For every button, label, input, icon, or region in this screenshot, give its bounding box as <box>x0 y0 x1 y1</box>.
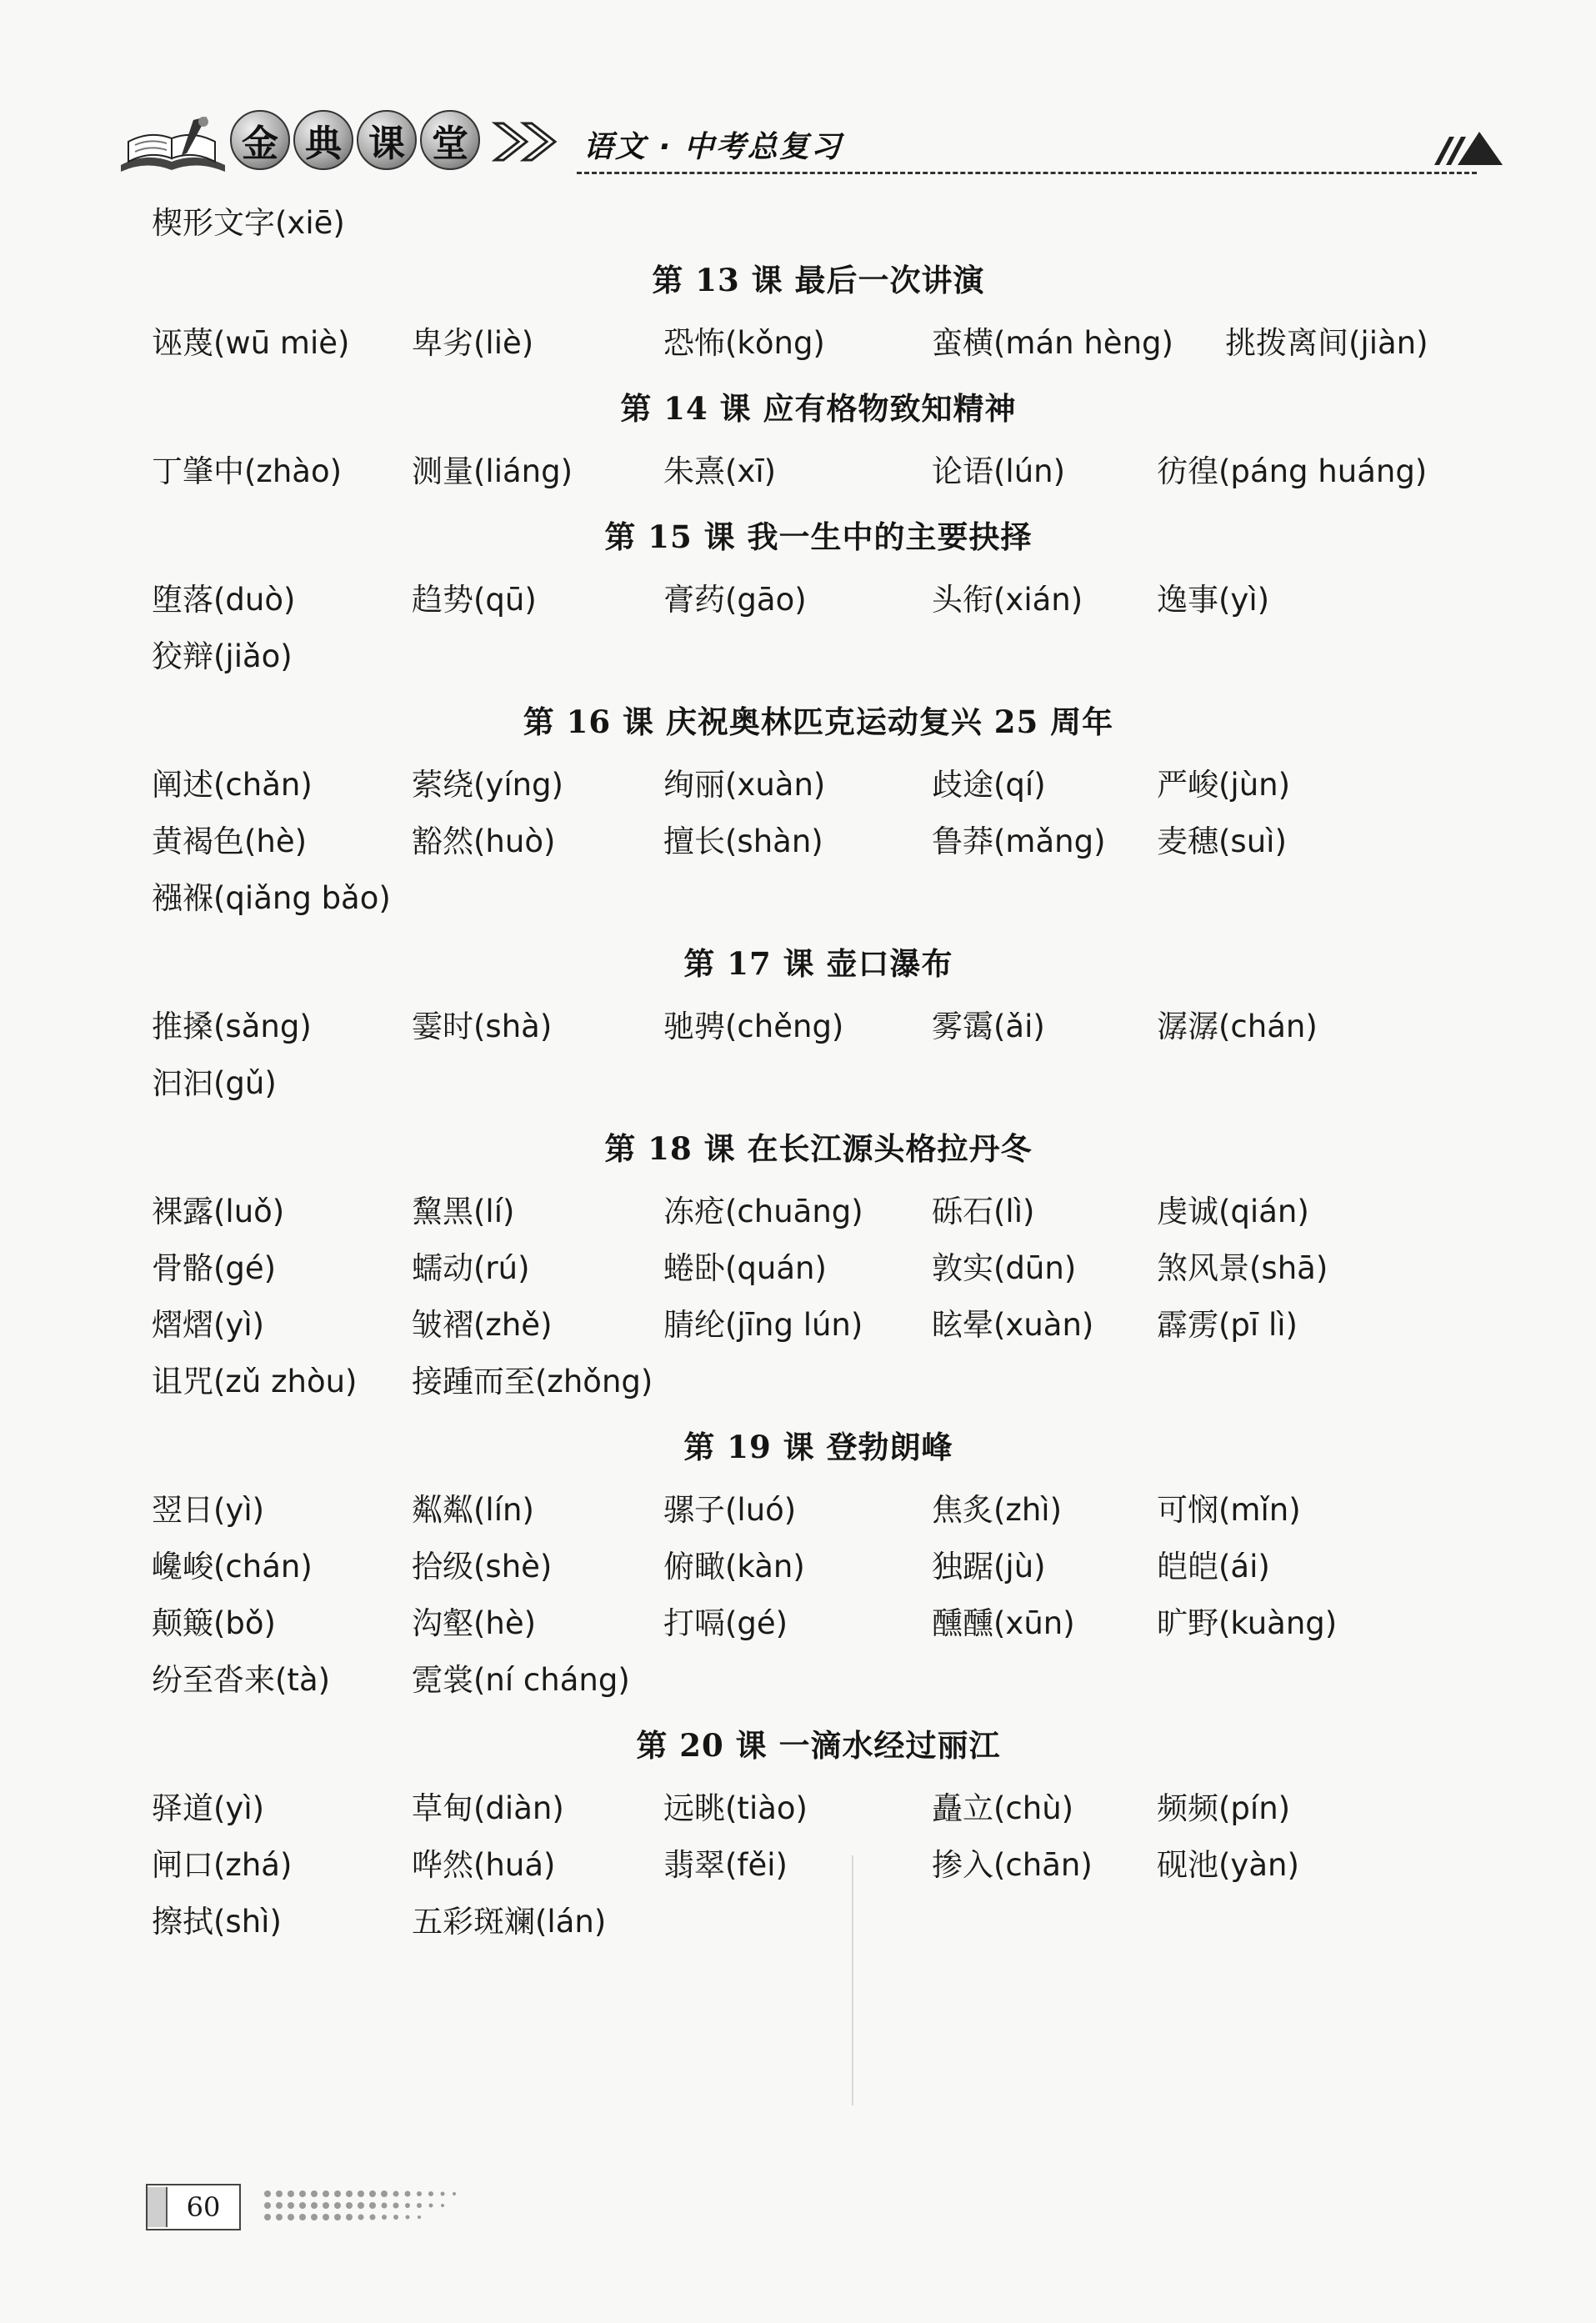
lesson-section <box>152 692 1485 927</box>
vocab-grid <box>152 1780 1485 1950</box>
brand-char: 课 <box>357 110 417 170</box>
vocab-entry: 萦绕(yíng) <box>412 767 563 803</box>
vocab-entry: 擅长(shàn) <box>663 824 823 859</box>
vocab-entry: 沟壑(hè) <box>412 1605 537 1641</box>
vocab-entry: 醺醺(xūn) <box>932 1605 1075 1641</box>
vocab-entry: 襁褓(qiǎng bǎo) <box>152 880 391 916</box>
vocab-entry: 黧黑(lí) <box>412 1194 515 1229</box>
vocab-grid <box>152 1482 1485 1709</box>
vocab-entry: 拾级(shè) <box>412 1549 553 1585</box>
vocab-entry: 驿道(yì) <box>152 1790 265 1826</box>
vocab-entry: 卑劣(liè) <box>412 325 534 361</box>
page-tab-marker <box>148 2187 168 2227</box>
vocab-grid <box>152 1184 1485 1410</box>
brand-char: 金 <box>230 110 290 170</box>
vocab-entry: 闸口(zhá) <box>152 1847 293 1883</box>
vocab-entry: 堕落(duò) <box>152 582 296 618</box>
lesson-title: 第 19 课 登勃朗峰 <box>683 1429 953 1465</box>
vocab-entry: 砾石(lì) <box>932 1194 1035 1229</box>
lesson-section <box>152 378 1485 500</box>
vocab-entry: 推搡(sǎng) <box>152 1009 312 1044</box>
vocab-entry: 鲁莽(mǎng) <box>932 824 1106 859</box>
vocab-entry: 打嗝(gé) <box>663 1605 788 1641</box>
lesson-section <box>152 1715 1485 1950</box>
vocab-grid <box>152 315 1485 372</box>
vocab-entry: 豁然(huò) <box>412 824 556 859</box>
vocab-entry: 彷徨(páng huáng) <box>1157 453 1428 489</box>
vocab-entry: 煞风景(shā) <box>1157 1250 1328 1286</box>
vocab-entry: 蛮横(mán hèng) <box>932 325 1173 361</box>
vocab-entry: 麦穗(suì) <box>1157 824 1287 859</box>
brand-char: 典 <box>293 110 353 170</box>
vocab-entry: 绚丽(xuàn) <box>663 767 826 803</box>
vocab-entry: 膏药(gāo) <box>663 582 807 618</box>
brand-title <box>230 110 480 170</box>
vocab-entry: 冻疮(chuāng) <box>663 1194 863 1229</box>
vocab-entry: 频频(pín) <box>1157 1790 1291 1826</box>
vocab-entry: 巉峻(chán) <box>152 1549 313 1585</box>
vocab-grid <box>152 572 1485 685</box>
vocab-entry: 驰骋(chěng) <box>663 1009 844 1044</box>
book-pen-logo-icon <box>117 113 229 180</box>
lesson-list <box>152 250 1485 1957</box>
vocab-entry: 丁肇中(zhào) <box>152 453 343 489</box>
vocab-entry: 裸露(luǒ) <box>152 1194 285 1229</box>
lesson-title: 第 15 课 我一生中的主要抉择 <box>604 518 1033 555</box>
vocab-entry: 远眺(tiào) <box>663 1790 808 1826</box>
page-number-box <box>146 2184 241 2230</box>
header-divider <box>577 172 1477 174</box>
vocab-entry: 朱熹(xī) <box>663 453 777 489</box>
page-number: 60 <box>186 2191 221 2223</box>
vocab-entry: 掺入(chān) <box>932 1847 1093 1883</box>
page-header <box>117 107 1492 187</box>
brand-char: 堂 <box>420 110 480 170</box>
vocab-entry: 皑皑(ái) <box>1157 1549 1270 1585</box>
lesson-section <box>152 1119 1485 1410</box>
vocab-entry: 眩晕(xuàn) <box>932 1307 1094 1343</box>
lesson-section <box>152 250 1485 372</box>
vocab-entry: 霓裳(ní cháng) <box>412 1662 630 1698</box>
vocab-entry: 骡子(luó) <box>663 1492 797 1528</box>
vocab-entry: 歧途(qí) <box>932 767 1046 803</box>
vocab-entry: 皱褶(zhě) <box>412 1307 553 1343</box>
vocab-entry: 蜷卧(quán) <box>663 1250 827 1286</box>
page-crease <box>852 1855 853 2105</box>
lesson-title: 第 20 课 一滴水经过丽江 <box>636 1727 1001 1764</box>
vocab-entry: 严峻(jùn) <box>1157 767 1291 803</box>
vocab-entry: 接踵而至(zhǒng) <box>412 1364 653 1399</box>
vocab-entry: 哗然(huá) <box>412 1847 556 1883</box>
vocab-entry: 翌日(yì) <box>152 1492 265 1528</box>
vocab-entry: 擦拭(shì) <box>152 1904 282 1940</box>
vocab-entry: 诅咒(zǔ zhòu) <box>152 1364 358 1399</box>
vocab-entry: 敦实(dūn) <box>932 1250 1077 1286</box>
vocab-entry: 雾霭(ǎi) <box>932 1009 1045 1044</box>
vocab-entry: 砚池(yàn) <box>1157 1847 1299 1883</box>
vocab-entry: 五彩斑斓(lán) <box>412 1904 607 1940</box>
vocab-grid <box>152 443 1485 500</box>
vocab-entry: 颠簸(bǒ) <box>152 1605 276 1641</box>
vocab-entry: 独踞(jù) <box>932 1549 1046 1585</box>
vocab-entry: 蠕动(rú) <box>412 1250 530 1286</box>
lesson-section <box>152 1417 1485 1709</box>
vocab-entry: 旷野(kuàng) <box>1157 1605 1338 1641</box>
vocab-entry: 翡翠(fěi) <box>663 1847 788 1883</box>
vocab-grid <box>152 999 1485 1112</box>
vocab-entry: 潺潺(chán) <box>1157 1009 1318 1044</box>
lesson-title: 第 16 课 庆祝奥林匹克运动复兴 25 周年 <box>523 703 1114 740</box>
vocab-entry: 俯瞰(kàn) <box>663 1549 805 1585</box>
vocab-entry: 霹雳(pī lì) <box>1157 1307 1298 1343</box>
vocab-entry: 粼粼(lín) <box>412 1492 534 1528</box>
vocab-entry: 论语(lún) <box>932 453 1066 489</box>
vocab-entry: 焦炙(zhì) <box>932 1492 1063 1528</box>
lesson-section <box>152 507 1485 685</box>
vocab-entry: 逸事(yì) <box>1157 582 1270 618</box>
vocab-entry: 虔诚(qián) <box>1157 1194 1309 1229</box>
lesson-section <box>152 934 1485 1112</box>
vocab-entry: 诬蔑(wū miè) <box>152 325 350 361</box>
triangle-stripes-icon <box>1429 128 1504 168</box>
vocab-entry: 草甸(diàn) <box>412 1790 564 1826</box>
vocab-grid <box>152 757 1485 927</box>
double-chevron-icon <box>490 118 570 165</box>
lesson-title: 第 17 课 壶口瀑布 <box>683 945 953 982</box>
vocab-entry: 纷至沓来(tà) <box>152 1662 331 1698</box>
vocab-entry: 可悯(mǐn) <box>1157 1492 1301 1528</box>
vocab-entry: 霎时(shà) <box>412 1009 553 1044</box>
vocab-entry: 挑拨离间(jiàn) <box>1225 325 1428 361</box>
vocab-entry: 熠熠(yì) <box>152 1307 265 1343</box>
subject-title: 语文 · 中考总复习 <box>583 130 843 164</box>
lesson-title: 第 13 课 最后一次讲演 <box>652 262 985 298</box>
vocab-entry: 楔形文字(xiē) <box>152 205 345 241</box>
lesson-title: 第 18 课 在长江源头格拉丹冬 <box>604 1130 1033 1167</box>
dot-pattern-icon <box>263 2187 496 2225</box>
vocab-entry: 黄褐色(hè) <box>152 824 308 859</box>
vocab-entry: 腈纶(jīng lún) <box>663 1307 863 1343</box>
vocab-entry: 矗立(chù) <box>932 1790 1074 1826</box>
vocab-entry: 头衔(xián) <box>932 582 1083 618</box>
vocab-entry: 狡辩(jiǎo) <box>152 638 293 674</box>
vocab-entry: 趋势(qū) <box>412 582 537 618</box>
vocab-entry: 汩汩(gǔ) <box>152 1065 277 1101</box>
vocab-entry: 恐怖(kǒng) <box>663 325 825 361</box>
lesson-title: 第 14 课 应有格物致知精神 <box>620 390 1017 427</box>
vocab-entry: 测量(liáng) <box>412 453 573 489</box>
vocab-entry: 阐述(chǎn) <box>152 767 313 803</box>
vocab-entry: 骨骼(gé) <box>152 1250 277 1286</box>
